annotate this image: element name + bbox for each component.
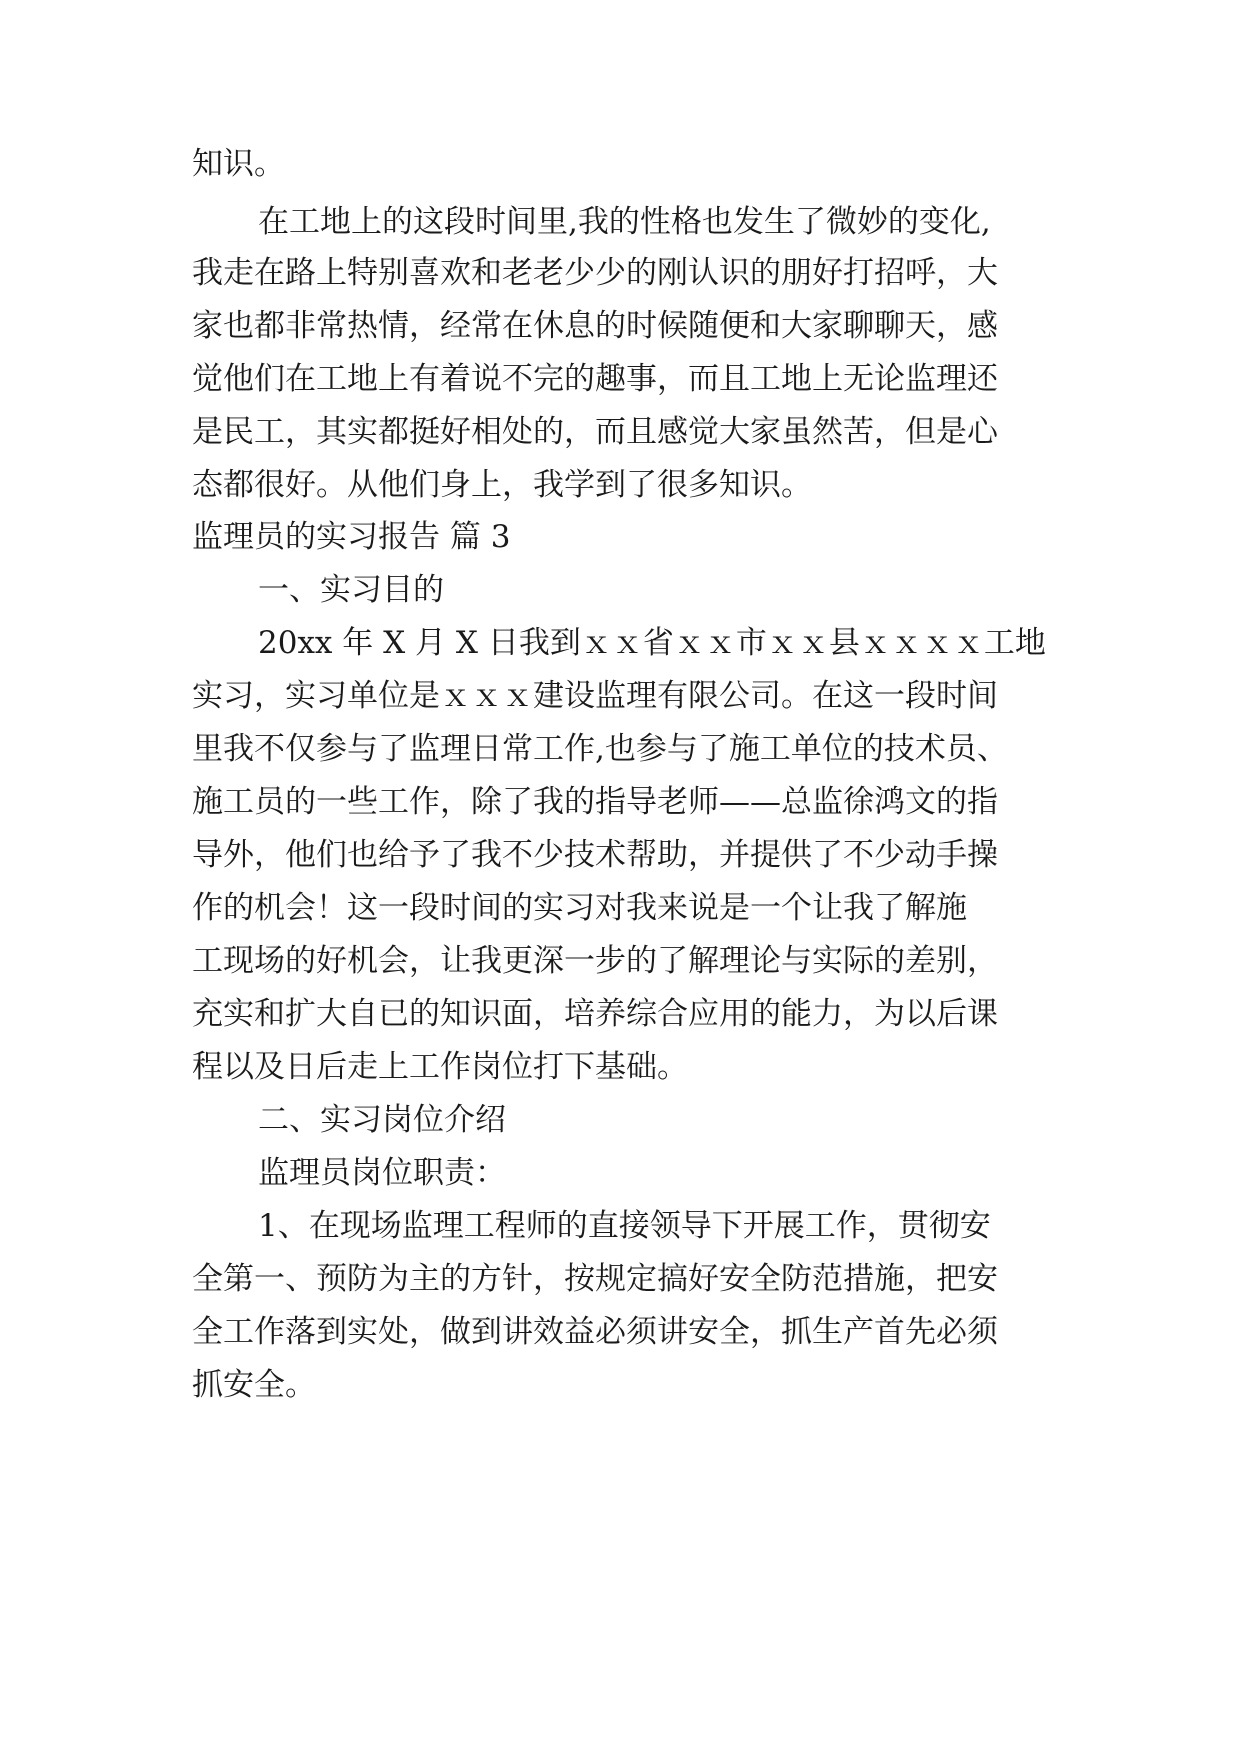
paragraph-line: 实习，实习单位是ｘｘｘ建设监理有限公司。在这一段时间 [192, 678, 998, 714]
paragraph-line: 20xx 年 X 月 X 日我到ｘｘ省ｘｘ市ｘｘ县ｘｘｘｘ工地 [258, 625, 1046, 661]
paragraph-line: 工现场的好机会，让我更深一步的了解理论与实际的差别， [192, 943, 998, 979]
paragraph-line: 态都很好。从他们身上，我学到了很多知识。 [192, 467, 812, 503]
paragraph-line: 抓安全。 [192, 1367, 316, 1403]
paragraph-line: 全工作落到实处，做到讲效益必须讲安全，抓生产首先必须 [192, 1314, 998, 1350]
paragraph-line: 全第一、预防为主的方针，按规定搞好安全防范措施，把安 [192, 1261, 998, 1297]
paragraph-line: 家也都非常热情，经常在休息的时候随便和大家聊聊天，感 [192, 308, 998, 344]
paragraph-line: 是民工，其实都挺好相处的，而且感觉大家虽然苦，但是心 [192, 414, 998, 450]
paragraph-line: 我走在路上特别喜欢和老老少少的刚认识的朋好打招呼，大 [192, 255, 998, 291]
paragraph-line: 觉他们在工地上有着说不完的趣事，而且工地上无论监理还 [192, 361, 998, 397]
paragraph-line: 导外，他们也给予了我不少技术帮助，并提供了不少动手操 [192, 837, 998, 873]
paragraph-line: 监理员岗位职责： [258, 1155, 506, 1191]
paragraph-line: 在工地上的这段时间里,我的性格也发生了微妙的变化, [258, 204, 991, 240]
paragraph-line: 充实和扩大自已的知识面，培养综合应用的能力，为以后课 [192, 996, 998, 1032]
section-heading: 监理员的实习报告 篇 3 [192, 519, 511, 555]
paragraph-line: 施工员的一些工作，除了我的指导老师——总监徐鸿文的指 [192, 784, 998, 820]
paragraph-line: 里我不仅参与了监理日常工作,也参与了施工单位的技术员、 [192, 731, 1008, 767]
paragraph-line: 作的机会！这一段时间的实习对我来说是一个让我了解施 [192, 890, 967, 926]
subsection-heading: 一、实习目的 [258, 572, 444, 608]
paragraph-line: 知识。 [192, 146, 285, 182]
subsection-heading: 二、实习岗位介绍 [258, 1102, 506, 1138]
paragraph-line: 程以及日后走上工作岗位打下基础。 [192, 1049, 688, 1085]
paragraph-line: 1、在现场监理工程师的直接领导下开展工作，贯彻安 [258, 1208, 991, 1244]
